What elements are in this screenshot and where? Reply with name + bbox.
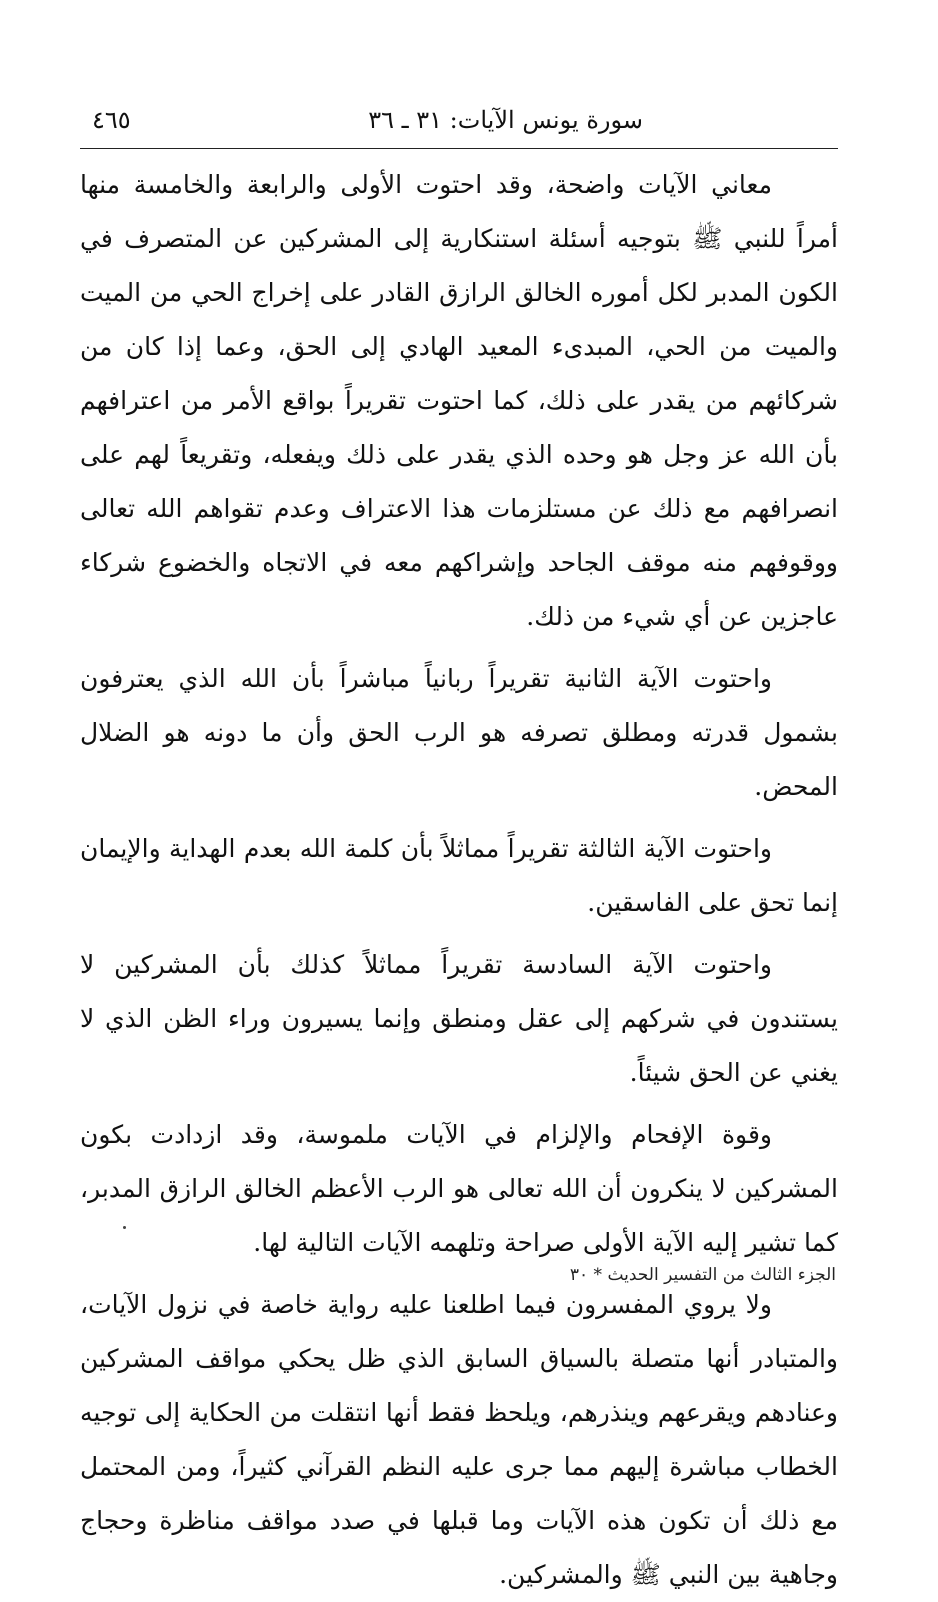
signature-footer: الجزء الثالث من التفسير الحديث * ٣٠ — [569, 1265, 836, 1285]
paragraph: ولا يروي المفسرون فيما اطلعنا عليه رواية خاصة في نزول الآيات، والمتبادر أنها متصلة بالسياق السابق الذي ظل يحكي مواقف المشركين وعنادهم ويقرعهم وينذرهم، ويلحظ فقط أنها انتقلت من الحكاية إلى توجيه الخطاب مباشرة إليهم مما جرى عليه النظم القرآني كثيراً، ومن المحتمل مع ذلك أن تكون هذه الآيات وما قبلها في صدد مواقف مناظرة وحجاج وجاهية بين النبي ﷺ والمشركين. — [80, 1290, 838, 1589]
paragraph: معاني الآيات واضحة، وقد احتوت الأولى والرابعة والخامسة منها أمراً للنبي ﷺ بتوجيه أسئلة استنكارية إلى المشركين عن المتصرف في الكون المدبر لكل أموره الخالق الرازق القادر على إخراج الحي من الميت والميت من الحي، المبدىء المعيد الهادي إلى الحق، وعما إذا كان من شركائهم من يقدر على ذلك، كما احتوت تقريراً بواقع الأمر من اعترافهم بأن الله عز وجل هو وحده الذي يقدر على ذلك ويفعله، وتقريعاً لهم على انصرافهم مع ذلك عن مستلزمات هذا الاعتراف وعدم تقواهم الله تعالى ووقوفهم منه موقف الجاحد وإشراكهم معه في الاتجاه والخضوع شركاء عاجزين عن أي شيء من ذلك. — [80, 170, 838, 631]
paragraph: واحتوت الآية السادسة تقريراً مماثلاً كذلك بأن المشركين لا يستندون في شركهم إلى عقل ومنطق وإنما يسيرون وراء الظن الذي لا يغني عن الحق شيئاً. — [80, 950, 838, 1087]
paragraph: واحتوت الآية الثالثة تقريراً مماثلاً بأن كلمة الله بعدم الهداية والإيمان إنما تحق على الفاسقين. — [80, 834, 838, 917]
print-speck — [123, 1226, 126, 1229]
running-title: سورة يونس الآيات: ٣١ ـ ٣٦ — [368, 106, 643, 134]
paragraph: واحتوت الآية الثانية تقريراً ربانياً مباشراً بأن الله الذي يعترفون بشمول قدرته ومطلق تصرفه هو الرب الحق وأن ما دونه هو الضلال المحض. — [80, 664, 838, 801]
page-header — [80, 96, 838, 149]
body-text — [80, 158, 838, 1602]
paragraph: وقوة الإفحام والإلزام في الآيات ملموسة، وقد ازدادت بكون المشركين لا ينكرون أن الله تعالى هو الرب الأعظم الخالق الرازق المدبر، كما تشير إليه الآية الأولى صراحة وتلهمه الآيات التالية لها. — [80, 1120, 838, 1257]
page-number: ٤٦٥ — [92, 106, 131, 134]
